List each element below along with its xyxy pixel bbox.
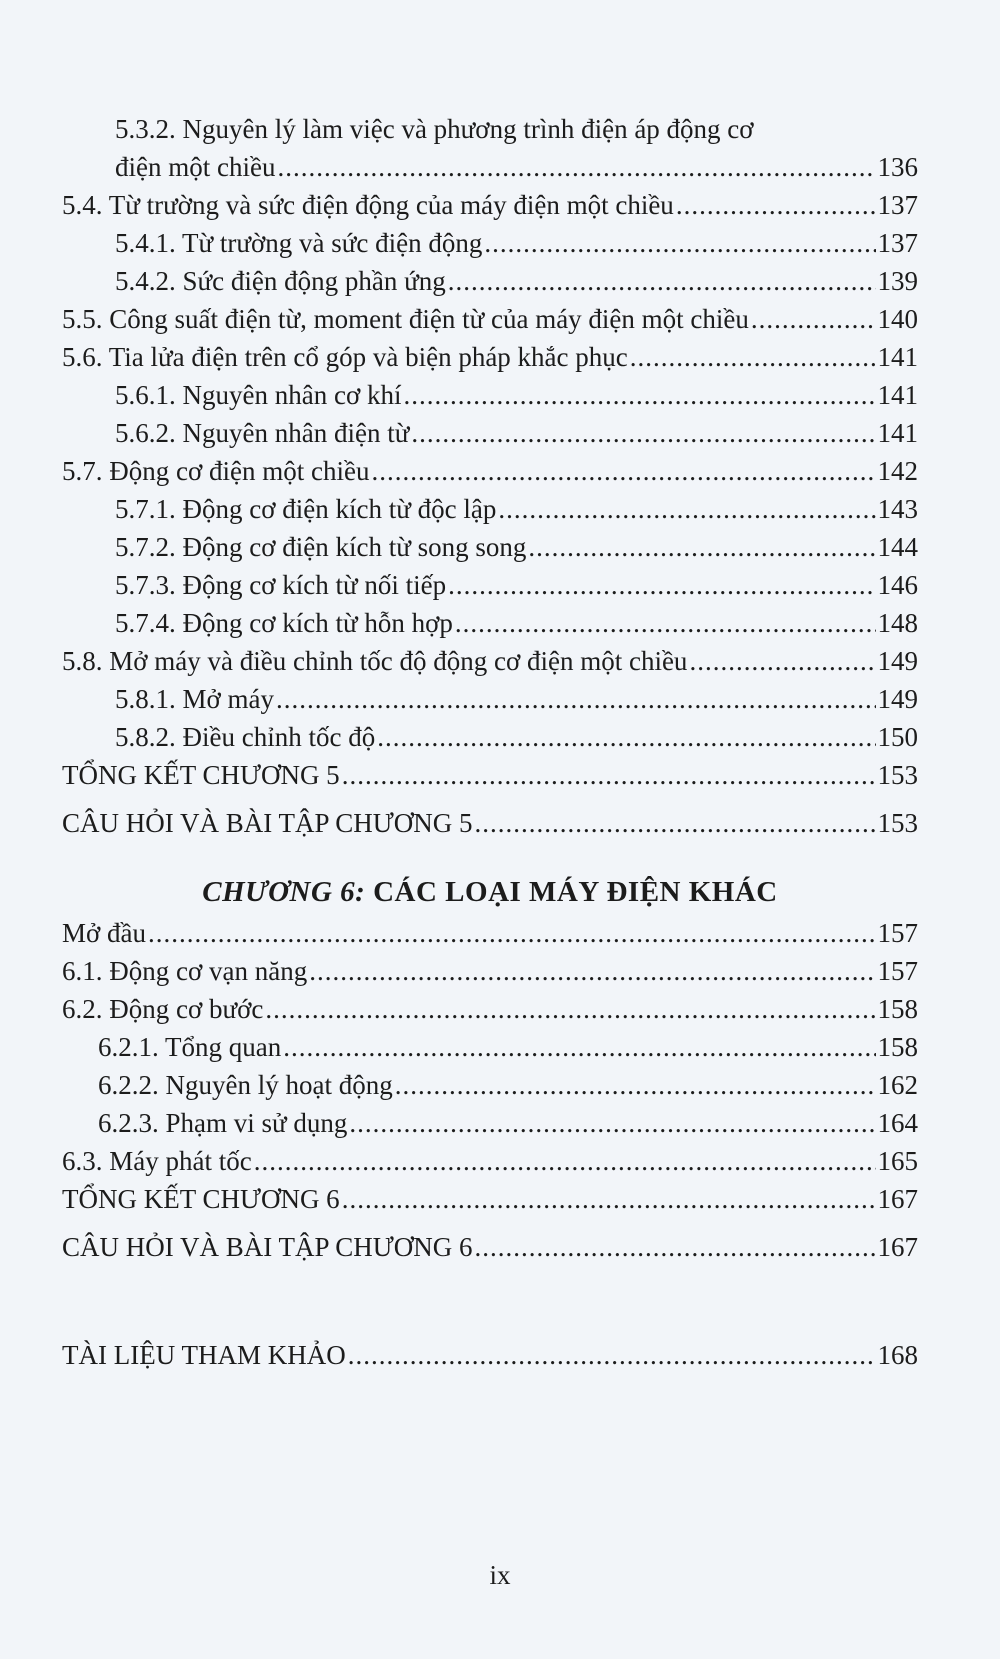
toc-label: 5.5. Công suất điện từ, moment điện từ của máy điện một chiều <box>62 304 749 334</box>
toc-label: 5.4.2. Sức điện động phần ứng <box>115 266 446 296</box>
toc-label: 6.2.3. Phạm vi sử dụng <box>98 1108 348 1138</box>
toc-page-number: 149 <box>877 684 918 714</box>
dot-leader <box>630 338 876 376</box>
toc-label: 5.7. Động cơ điện một chiều <box>62 456 370 486</box>
toc-label: CÂU HỎI VÀ BÀI TẬP CHƯƠNG 5 <box>62 808 473 838</box>
toc-label: 5.8.1. Mở máy <box>115 684 275 714</box>
dot-leader <box>254 1142 876 1180</box>
dot-leader <box>283 1028 875 1066</box>
toc-label: 5.3.2. Nguyên lý làm việc và phương trình điện áp động cơ <box>115 114 754 144</box>
toc-entry-6-3 <box>62 1142 918 1180</box>
dot-leader <box>448 566 875 604</box>
toc-entry-6-2-3 <box>62 1104 918 1142</box>
toc-entry-5-8-1 <box>62 680 918 718</box>
dot-leader <box>277 148 875 186</box>
toc-page-number: 139 <box>877 266 918 296</box>
toc-page-number: 153 <box>877 760 918 790</box>
dot-leader <box>484 224 875 262</box>
dot-leader <box>371 452 875 490</box>
dot-leader <box>474 804 875 842</box>
toc-label: 6.3. Máy phát tốc <box>62 1146 252 1176</box>
toc-label: 5.7.2. Động cơ điện kích từ song song <box>115 532 527 562</box>
toc-page-number: 167 <box>877 1184 918 1214</box>
toc-label: 6.2.2. Nguyên lý hoạt động <box>98 1070 393 1100</box>
dot-leader <box>348 1336 876 1374</box>
toc-page-number: 141 <box>877 418 918 448</box>
toc-label: 5.7.1. Động cơ điện kích từ độc lập <box>115 494 497 524</box>
toc-page-number: 149 <box>877 646 918 676</box>
toc-label: 5.4.1. Từ trường và sức điện động <box>115 228 483 258</box>
toc-page-number: 143 <box>877 494 918 524</box>
toc-label: CÂU HỎI VÀ BÀI TẬP CHƯƠNG 6 <box>62 1232 473 1262</box>
dot-leader <box>342 756 876 794</box>
toc-label: TỔNG KẾT CHƯƠNG 5 <box>62 760 340 790</box>
dot-leader <box>342 1180 876 1218</box>
toc-label: 5.6.1. Nguyên nhân cơ khí <box>115 380 402 410</box>
toc-page-number: 165 <box>877 1146 918 1176</box>
toc-entry-6-1 <box>62 952 918 990</box>
dot-leader <box>395 1066 876 1104</box>
toc-label: 5.7.4. Động cơ kích từ hỗn hợp <box>115 608 453 638</box>
toc-entry-5-3-2-line1 <box>62 110 918 148</box>
toc-page-number: 141 <box>877 342 918 372</box>
toc-entry-5-4 <box>62 186 918 224</box>
dot-leader <box>148 914 875 952</box>
dot-leader <box>689 642 875 680</box>
toc-label: Mở đầu <box>62 918 147 948</box>
dot-leader <box>474 1228 875 1266</box>
toc-entry-5-7-4 <box>62 604 918 642</box>
table-of-contents <box>62 110 918 1374</box>
toc-label: 5.6.2. Nguyên nhân điện từ <box>115 418 410 448</box>
dot-leader <box>411 414 875 452</box>
toc-page-number: 158 <box>877 1032 918 1062</box>
toc-page-number: 146 <box>877 570 918 600</box>
toc-entry-6-2-2 <box>62 1066 918 1104</box>
toc-page-number: 144 <box>877 532 918 562</box>
toc-page-number: 157 <box>877 918 918 948</box>
toc-entry-5-8-2 <box>62 718 918 756</box>
toc-page-number: 164 <box>877 1108 918 1138</box>
toc-entry-5-6-2 <box>62 414 918 452</box>
toc-page-number: 137 <box>877 190 918 220</box>
toc-entry-summary-ch5 <box>62 756 918 794</box>
page-number-footer: ix <box>489 1560 511 1590</box>
toc-entry-6-2-1 <box>62 1028 918 1066</box>
toc-entry-5-3-2-line2 <box>62 148 918 186</box>
toc-entry-5-4-1 <box>62 224 918 262</box>
dot-leader <box>448 262 876 300</box>
dot-leader <box>349 1104 875 1142</box>
toc-entry-5-7 <box>62 452 918 490</box>
toc-entry-5-7-1 <box>62 490 918 528</box>
toc-page-number: 142 <box>877 456 918 486</box>
toc-label: 6.2. Động cơ bước <box>62 994 264 1024</box>
toc-entry-intro-ch6 <box>62 914 918 952</box>
dot-leader <box>528 528 875 566</box>
toc-page-number: 150 <box>877 722 918 752</box>
toc-page-number: 153 <box>877 808 918 838</box>
toc-entry-5-7-2 <box>62 528 918 566</box>
toc-entry-5-8 <box>62 642 918 680</box>
dot-leader <box>276 680 875 718</box>
dot-leader <box>265 990 875 1028</box>
toc-label: 5.8. Mở máy và điều chỉnh tốc độ động cơ điện một chiều <box>62 646 688 676</box>
toc-label: TÀI LIỆU THAM KHẢO <box>62 1340 346 1370</box>
toc-entry-5-6 <box>62 338 918 376</box>
toc-entry-5-4-2 <box>62 262 918 300</box>
toc-page-number: 167 <box>877 1232 918 1262</box>
dot-leader <box>455 604 876 642</box>
chapter-title: CÁC LOẠI MÁY ĐIỆN KHÁC <box>373 876 778 908</box>
toc-label: 6.1. Động cơ vạn năng <box>62 956 308 986</box>
toc-entry-summary-ch6 <box>62 1180 918 1218</box>
dot-leader <box>309 952 875 990</box>
toc-label: 6.2.1. Tổng quan <box>98 1032 282 1062</box>
toc-page-number: 140 <box>877 304 918 334</box>
toc-label: 5.6. Tia lửa điện trên cổ góp và biện pháp khắc phục <box>62 342 628 372</box>
dot-leader <box>676 186 876 224</box>
toc-page-number: 148 <box>877 608 918 638</box>
toc-page-number: 157 <box>877 956 918 986</box>
toc-entry-5-6-1 <box>62 376 918 414</box>
chapter-heading <box>62 872 918 912</box>
toc-entry-exercises-ch5 <box>62 804 918 842</box>
toc-page-number: 158 <box>877 994 918 1024</box>
toc-label: 5.7.3. Động cơ kích từ nối tiếp <box>115 570 447 600</box>
toc-entry-references <box>62 1336 918 1374</box>
toc-page-number: 162 <box>877 1070 918 1100</box>
toc-page-number: 168 <box>877 1340 918 1370</box>
dot-leader <box>403 376 875 414</box>
dot-leader <box>377 718 875 756</box>
dot-leader <box>751 300 876 338</box>
dot-leader <box>498 490 875 528</box>
toc-entry-6-2 <box>62 990 918 1028</box>
toc-label: TỔNG KẾT CHƯƠNG 6 <box>62 1184 340 1214</box>
toc-page-number: 136 <box>877 152 918 182</box>
toc-page-number: 141 <box>877 380 918 410</box>
toc-page-number: 137 <box>877 228 918 258</box>
toc-label-continuation: điện một chiều <box>115 152 276 182</box>
chapter-prefix: CHƯƠNG 6: <box>202 876 366 908</box>
toc-entry-5-7-3 <box>62 566 918 604</box>
toc-label: 5.4. Từ trường và sức điện động của máy điện một chiều <box>62 190 674 220</box>
toc-entry-exercises-ch6 <box>62 1228 918 1266</box>
toc-label: 5.8.2. Điều chỉnh tốc độ <box>115 722 376 752</box>
toc-entry-5-5 <box>62 300 918 338</box>
